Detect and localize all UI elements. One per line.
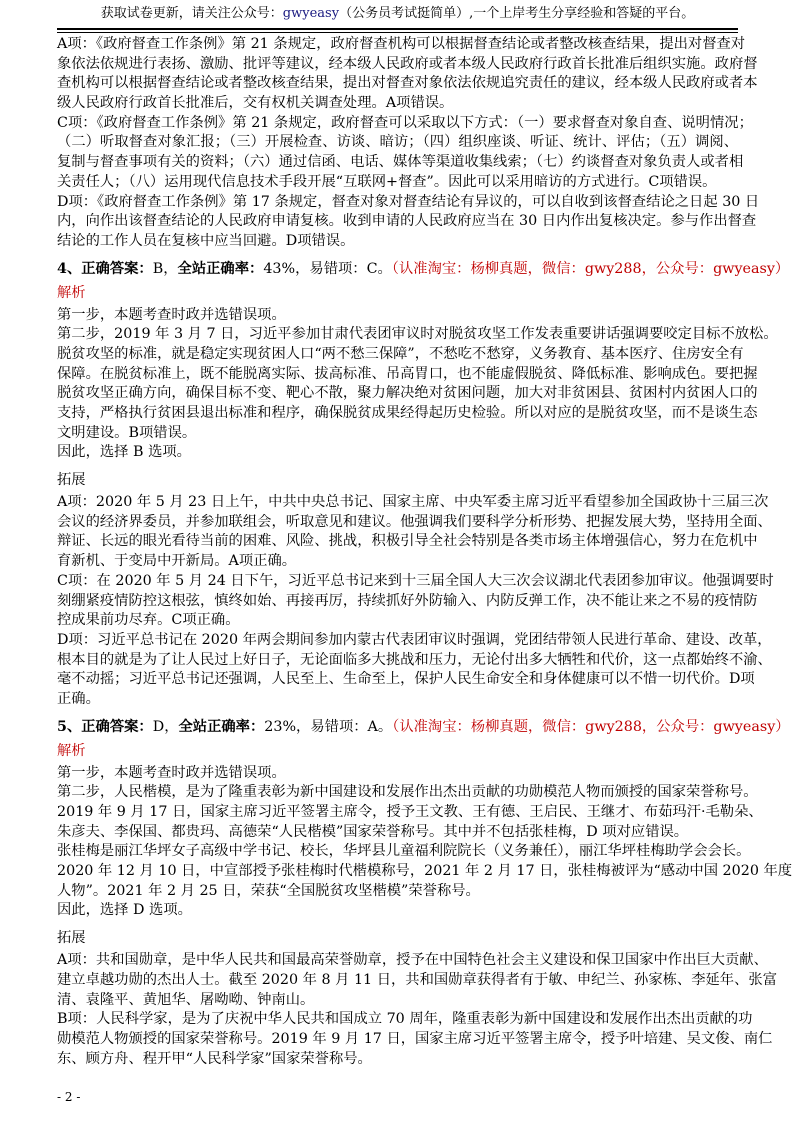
- paragraph: [57, 631, 772, 710]
- document-body: [57, 35, 793, 1069]
- paragraph: [57, 901, 738, 921]
- answer-label: 正确答案：: [81, 718, 153, 735]
- promo-note: （认准淘宝：杨柳真题，微信：gwy288，公众号：gwyeasy）: [392, 718, 790, 735]
- text-line: 根本目的就是为了让人民过上好日子，无论面临多大挑战和压力，无论付出多大牺牲和代价，这一点都始终不渝、: [57, 651, 772, 668]
- text-line: 清、袁隆平、黄旭华、屠呦呦、钟南山。: [57, 991, 315, 1008]
- text-line: 会议的经济界委员，并参加联组会，听取意见和建议。他强调我们要科学分析形势、把握发展大势，坚持用全面、: [57, 513, 772, 530]
- text-line: D项：《政府督查工作条例》第 17 条规定，督查对象对督查结论有异议的，可以自收到该督查结论之日起 30 日: [57, 193, 760, 210]
- page-number: - 2 -: [57, 1090, 81, 1104]
- text-line: B项：人民科学家，是为了庆祝中华人民共和国成立 70 周年，隆重表彰为新中国建设和发展作出杰出贡献的功: [57, 1011, 753, 1028]
- analysis-heading: 解析: [57, 742, 86, 759]
- text-line: 关责任人；（八）运用现代信息技术手段开展“互联网+督查”。因此可以采用暗访的方式进行。C项错误。: [57, 173, 717, 190]
- text-line: 朱彦夫、李保国、都贵玛、高德荣“人民楷模”国家荣誉称号。其中并不包括张桂梅，D 项对应错误。: [57, 823, 689, 840]
- text-line: 复制与督查事项有关的资料；（六）通过信函、电话、媒体等渠道收集线索；（七）约谈督查对象负责人或者相: [57, 154, 744, 171]
- text-line: 2019 年 9 月 17 日，国家主席习近平签署主席令，授予王文教、王有德、王启民、王继才、布茹玛汗·毛勒朵、: [57, 804, 763, 820]
- text-line: 张桂梅是丽江华坪女子高级中学书记、校长，华坪县儿童福利院院长（义务兼任），丽江华坪桂梅助学会会长。: [57, 843, 751, 860]
- question-number: 4、: [57, 260, 82, 277]
- header-prefix: 获取试卷更新，请关注公众号：: [100, 6, 283, 21]
- extension-heading: 拓展: [57, 472, 86, 489]
- text-line: 象依法依规进行表扬、激励、批评等建议，经本级人民政府或者本级人民政府行政首长批准后组织实施。政府督: [57, 55, 758, 72]
- text-line: 第一步，本题考查时政并选错误项。: [57, 306, 286, 323]
- text-line: 第二步，人民楷模，是为了隆重表彰为新中国建设和发展作出杰出贡献的功勋模范人物而颁授的国家荣誉称号。: [57, 784, 758, 801]
- text-line: 结论的工作人员在复核中应当回避。D项错误。: [57, 232, 355, 249]
- text-line: 建立卓越功勋的杰出人士。截至 2020 年 8 月 11 日，共和国勋章获得者有于敏、申纪兰、孙家栋、李延年、张富: [57, 971, 777, 988]
- text-line: 保障。在脱贫标准上，既不能脱离实际、拔高标准、吊高胃口，也不能虚假脱贫、降低标准、影响成色。要把握: [57, 365, 758, 382]
- rate-label: 全站正确率：: [178, 718, 265, 735]
- text-line: A项：《政府督查工作条例》第 21 条规定，政府督查机构可以根据督查结论或者整改核查结果，提出对督查对: [57, 36, 746, 52]
- rate-label: 全站正确率：: [177, 260, 264, 277]
- text-line: 正确。: [57, 690, 100, 707]
- text-line: 勋模范人物颁授的国家荣誉称号。2019 年 9 月 17 日，国家主席习近平签署主席令，授予叶培建、吴文俊、南仁: [57, 1030, 773, 1047]
- text-line: 支持，严格执行贫困县退出标准和程序，确保脱贫成果经得起历史检验。所以对应的是脱贫攻坚，而不是谈生态: [57, 405, 758, 421]
- answer-label: 正确答案：: [81, 260, 153, 277]
- text-line: 查机构可以根据督查结论或者整改核查结果，提出对督查对象依法依规追究责任的建议，经本级人民政府或者本: [57, 75, 758, 92]
- paragraph: [57, 35, 758, 114]
- text-line: 脱贫攻坚的标准，就是稳定实现贫困人口“两不愁三保障”，不愁吃不愁穿，义务教育、基本医疗、住房安全有: [57, 345, 744, 362]
- text-line: 脱贫攻坚正确方向，确保目标不变、靶心不散，聚力解决绝对贫困问题，加大对非贫困县、贫困村内贫困人口的: [57, 385, 758, 402]
- text-line: 东、顾方舟、程开甲“人民科学家”国家荣誉称号。: [57, 1050, 372, 1067]
- paragraph: [57, 1010, 773, 1069]
- text-line: 因此，选择 D 选项。: [57, 902, 192, 919]
- correct-answer: B，: [152, 260, 178, 277]
- page-header: [57, 5, 738, 23]
- text-line: 育新机、于变局中开新局。A项正确。: [57, 553, 297, 570]
- text-line: 因此，选择 B 选项。: [57, 444, 191, 461]
- text-line: 控成果前功尽弃。C项正确。: [57, 612, 240, 629]
- header-account: gwyeasy: [282, 6, 340, 21]
- text-line: 刻绷紧疫情防控这根弦，慎终如始、再接再厉，持续抓好外防输入、内防反弹工作，决不能让来之不易的疫情防: [57, 592, 758, 609]
- paragraph: [57, 783, 763, 842]
- paragraph: [57, 325, 778, 443]
- text-line: C项：在 2020 年 5 月 24 日下午，习近平总书记来到十三届全国人大三次会议湖北代表团参加审议。他强调要时: [57, 572, 774, 589]
- text-line: （二）听取督查对象汇报；（三）开展检查、访谈、暗访；（四）组织座谈、听证、统计、评估；（五）调阅、: [57, 134, 738, 151]
- paragraph: [57, 842, 793, 901]
- header-rule: [57, 28, 738, 33]
- text-line: 毫不动摇；习近平总书记还强调，人民至上、生命至上，保护人民生命安全和身体健康可以不惜一切代价。D项: [57, 671, 755, 688]
- paragraph: [57, 443, 738, 463]
- accuracy-rate: 43%，易错项：C。: [263, 260, 392, 277]
- paragraph: [57, 306, 738, 326]
- text-line: 第一步，本题考查时政并选错误项。: [57, 764, 286, 781]
- paragraph: [57, 493, 772, 572]
- text-line: D项：习近平总书记在 2020 年两会期间参加内蒙古代表团审议时强调，党团结带领人民进行革命、建设、改革，: [57, 631, 772, 648]
- paragraph: [57, 572, 774, 631]
- text-line: 文明建设。B项错误。: [57, 424, 197, 441]
- text-line: 内，向作出该督查结论的人民政府申请复核。收到申请的人民政府应当在 30 日内作出复核决定。参与作出督查: [57, 213, 757, 230]
- extension-heading: 拓展: [57, 930, 86, 947]
- text-line: 级人民政府行政首长批准后，交有权机关调查处理。A项错误。: [57, 95, 454, 112]
- text-line: A项：2020 年 5 月 23 日上午，中共中央总书记、国家主席、中央军委主席习近平看望参加全国政协十三届三次: [57, 494, 769, 511]
- accuracy-rate: 23%，易错项：A。: [264, 718, 393, 735]
- correct-answer: D，: [152, 718, 179, 735]
- text-line: 辩证、长远的眼光看待当前的困难、风险、挑战，积极引导全社会特别是各类市场主体增强信心，努力在危机中: [57, 533, 758, 550]
- paragraph: [57, 193, 760, 252]
- text-line: C项：《政府督查工作条例》第 21 条规定，政府督查可以采取以下方式：（一）要求督查对象自查、说明情况；: [57, 114, 753, 131]
- text-line: 人物”。2021 年 2 月 25 日，荣获“全国脱贫攻坚楷模”荣誉称号。: [57, 882, 480, 899]
- answer-line: [57, 715, 790, 739]
- question-number: 5、: [57, 718, 82, 735]
- answer-line: [57, 257, 790, 281]
- text-line: 2020 年 12 月 10 日，中宣部授予张桂梅时代楷模称号，2021 年 2 月 17 日，张桂梅被评为“感动中国 2020 年度: [57, 863, 793, 880]
- header-suffix: （公务员考试挺简单）,一个上岸考生分享经验和答疑的平台。: [339, 6, 695, 21]
- analysis-heading: 解析: [57, 284, 86, 301]
- paragraph: [57, 114, 753, 193]
- paragraph: [57, 764, 738, 784]
- paragraph: [57, 951, 777, 1010]
- text-line: 第二步，2019 年 3 月 7 日，习近平参加甘肃代表团审议时对脱贫攻坚工作发表重要讲话强调要咬定目标不放松。: [57, 326, 778, 343]
- text-line: A项：共和国勋章，是中华人民共和国最高荣誉勋章，授予在中国特色社会主义建设和保卫国家中作出巨大贡献、: [57, 952, 768, 969]
- promo-note: （认准淘宝：杨柳真题，微信：gwy288，公众号：gwyeasy）: [391, 260, 790, 277]
